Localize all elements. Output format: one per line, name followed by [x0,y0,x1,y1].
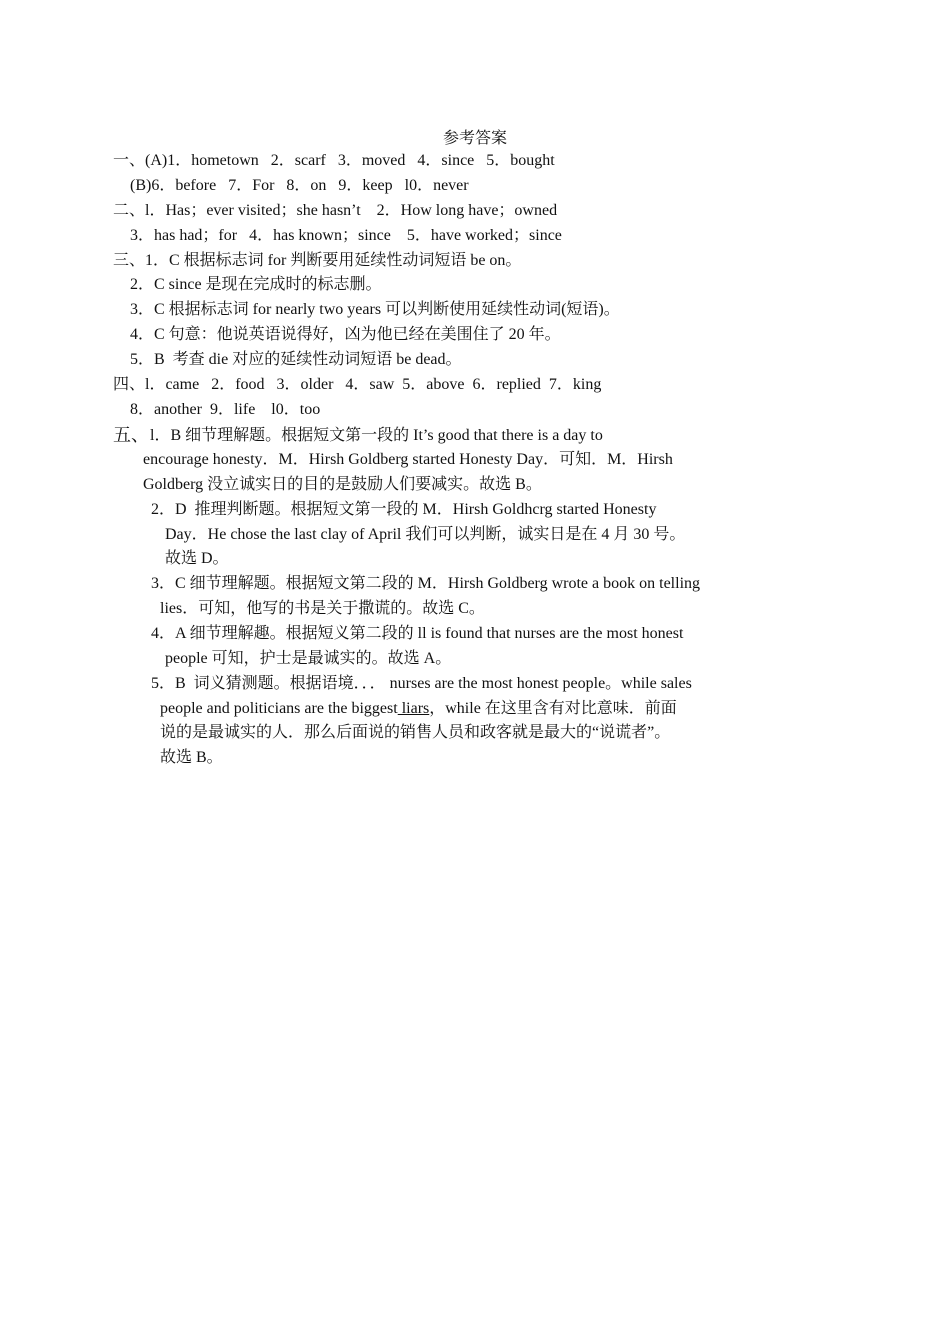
section-5-item-4-line-1: 4．A 细节理解趣。根据短义第二段的 ll is found that nurses are the most honest [151,625,684,642]
section-3-item-5: 5．B 考查 die 对应的延续性动词短语 be dead。 [130,351,462,368]
section-4-line-b: 8．another 9．life l0．too [130,401,321,418]
section-2-line-b: 3．has had；for 4．has known；since 5．have worked；since [130,227,562,244]
underlined-word: liars [397,700,430,717]
section-1-line-a: 一、(A)1．hometown 2．scarf 3．moved 4．since 5．bought [113,152,555,169]
page-title: 参考答案 [442,130,507,147]
section-5-item-2-line-3: 故选 D。 [165,550,229,567]
section-5-marker: 五、 [113,425,149,445]
section-3-item-4: 4．C 句意：他说英语说得好，凶为他已经在美围住了 20 年。 [130,326,561,343]
section-1-line-b: (B)6．before 7．For 8．on 9．keep l0．never [130,177,469,194]
section-5-item-5-line-1: 5．B 词义猜测题。根据语境．．． nurses are the most honest people。while sales [151,675,692,692]
section-5-item-2-line-2: Day．He chose the last clay of April 我们可以判断，诚实日是在 4 月 30 号。 [165,526,686,543]
section-5-item-5-line-4: 故选 B。 [160,749,223,766]
section-5-item-3-line-2: lies．可知，他写的书是关于撒谎的。故选 C。 [160,600,485,617]
section-5-item-4-line-2: people 可知，护士是最诚实的。故选 A。 [165,650,452,667]
section-3-item-3: 3．C 根据标志词 for nearly two years 可以判断使用延续性动词(短语)。 [130,301,620,318]
section-3-item-1: 三、1．C 根据标志词 for 判断要用延续性动词短语 be on。 [113,252,522,269]
section-3-item-2: 2．C since 是现在完成时的标志删。 [130,276,382,293]
section-5-item-1-line-3: Goldberg 没立诚实日的目的是鼓励人们要减实。故选 B。 [143,476,542,493]
section-5-item-2-line-1: 2．D 推理判断题。根据短文第一段的 M．Hirsh Goldhcrg started Honesty [151,501,657,518]
section-5-item-3-line-1: 3．C 细节理解题。根据短文第二段的 M．Hirsh Goldberg wrote a book on telling [151,575,701,592]
section-2-line-a: 二、l．Has；ever visited；she hasn’t 2．How long have；owned [113,202,558,219]
line-text-end: ，while 在这里含有对比意味．前面 [429,700,677,717]
section-5-item-5-line-3: 说的是最诚实的人．那么后面说的销售人员和政客就是最大的“说谎者”。 [160,724,671,741]
section-5-item-1-line-1: l．B 细节理解题。根据短文第一段的 It’s good that there is a day to [150,427,603,444]
section-4-line-a: 四、l．came 2．food 3．older 4．saw 5．above 6．replied 7．king [113,376,602,393]
line-text-start: people and politicians are the biggest [160,700,398,717]
section-5-item-1-line-2: encourage honesty．M．Hirsh Goldberg started Honesty Day．可知．M．Hirsh [143,451,673,468]
section-5-item-5-line-2 [160,699,677,719]
